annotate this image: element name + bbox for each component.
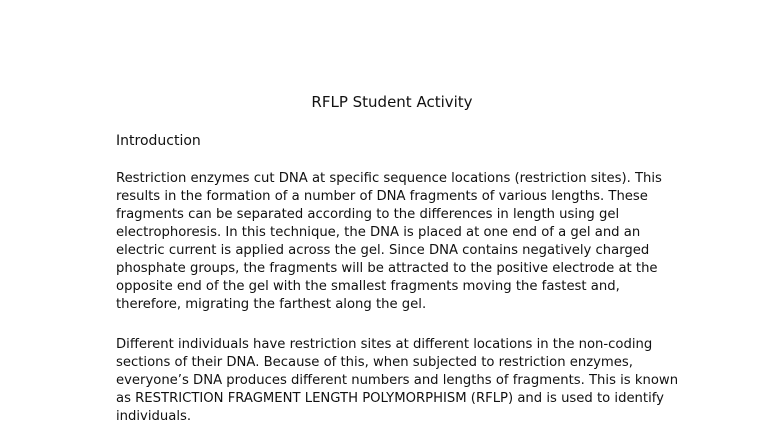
paragraph-line: Different individuals have restriction sites at different locations in the non-coding [116, 337, 653, 352]
paragraph-line: individuals. [116, 409, 192, 424]
paragraph-line: fragments can be separated according to the differences in length using gel [116, 207, 620, 222]
page-title: RFLP Student Activity [311, 93, 473, 111]
paragraph-line: electrophoresis. In this technique, the DNA is placed at one end of a gel and an [116, 225, 641, 240]
paragraph-line: sections of their DNA. Because of this, when subjected to restriction enzymes, [116, 355, 633, 370]
paragraph-line: opposite end of the gel with the smallest fragments moving the fastest and, [116, 279, 620, 294]
paragraph-line: Restriction enzymes cut DNA at specific sequence locations (restriction sites). This [116, 171, 662, 186]
paragraph-line: therefore, migrating the farthest along the gel. [116, 297, 427, 312]
introduction-paragraph-1 [116, 170, 696, 314]
paragraph-line: phosphate groups, the fragments will be attracted to the positive electrode at the [116, 261, 658, 276]
paragraph-line: electric current is applied across the gel. Since DNA contains negatively charged [116, 243, 650, 258]
paragraph-line: everyone’s DNA produces different numbers and lengths of fragments. This is known [116, 373, 679, 388]
paragraph-line: results in the formation of a number of DNA fragments of various lengths. These [116, 189, 648, 204]
paragraph-line: as RESTRICTION FRAGMENT LENGTH POLYMORPHISM (RFLP) and is used to identify [116, 391, 664, 406]
introduction-paragraph-2 [116, 336, 696, 426]
section-heading-introduction: Introduction [116, 133, 201, 149]
